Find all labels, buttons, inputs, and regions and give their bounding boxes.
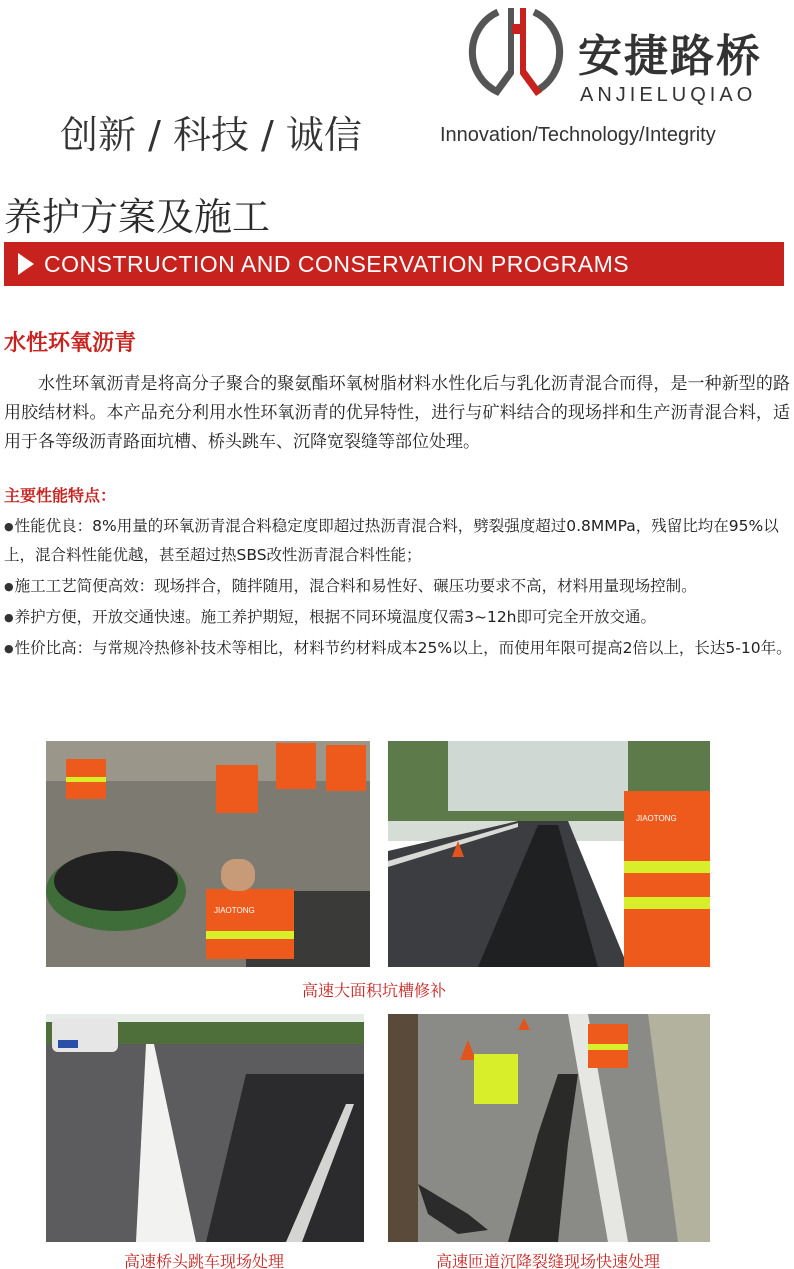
features-heading: 主要性能特点： <box>4 486 117 505</box>
vest-label: JIAOTONG <box>214 906 255 915</box>
product-intro: 水性环氧沥青是将高分子聚合的聚氨酯环氧树脂材料水性化后与乳化沥青混合而得，是一种新型的路用胶结材料。本产品充分利用水性环氧沥青的优异特性，进行与矿料结合的现场拌和生产沥青混合料，适用于各等级沥青路面坑槽、桥头跳车、沉降宽裂缝等部位处理。 <box>4 374 790 452</box>
triangle-right-icon <box>18 253 34 275</box>
caption-top: 高速大面积坑槽修补 <box>302 981 447 1000</box>
page-title: 养护方案及施工 <box>4 195 271 239</box>
photo-mixing-asphalt <box>46 741 370 967</box>
features-list <box>4 512 792 665</box>
brand-name-cn: 安捷路桥 <box>578 31 762 82</box>
feature-item: ● 性能优良：8%用量的环氧沥青混合料稳定度即超过热沥青混合料，劈裂强度超过0.8MMPa，残留比均在95%以上，混合料性能优越，甚至超过热SBS改性沥青混合料性能； <box>4 512 792 570</box>
feature-item: ● 性价比高：与常规冷热修补技术等相比，材料节约材料成本25%以上，而使用年限可提高2倍以上，长达5-10年。 <box>4 634 792 663</box>
feature-item: ● 养护方便，开放交通快速。施工养护期短，根据不同环境温度仅需3~12h即可完全开放交通。 <box>4 603 792 632</box>
slogan-cn: 创新 / 科技 / 诚信 <box>60 113 362 157</box>
photo-ramp-crack <box>388 1014 710 1242</box>
caption-bottom-left: 高速桥头跳车现场处理 <box>124 1252 285 1269</box>
banner-text: CONSTRUCTION AND CONSERVATION PROGRAMS <box>44 250 630 277</box>
caption-bottom-right: 高速匝道沉降裂缝现场快速处理 <box>436 1252 661 1269</box>
photo-bridge-approach <box>46 1014 364 1242</box>
section-banner <box>4 242 784 286</box>
vest-label: JIAOTONG <box>636 814 677 823</box>
slogan-en: Innovation/Technology/Integrity <box>440 124 716 146</box>
product-title: 水性环氧沥青 <box>4 331 137 356</box>
brand-logo-icon <box>468 4 564 100</box>
feature-item: ● 施工工艺简便高效：现场拌合，随拌随用，混合料和易性好、碾压功要求不高，材料用量现场控制。 <box>4 572 792 601</box>
photo-highway-lane <box>388 741 710 967</box>
brand-name-en: ANJIELUQIAO <box>580 84 757 106</box>
